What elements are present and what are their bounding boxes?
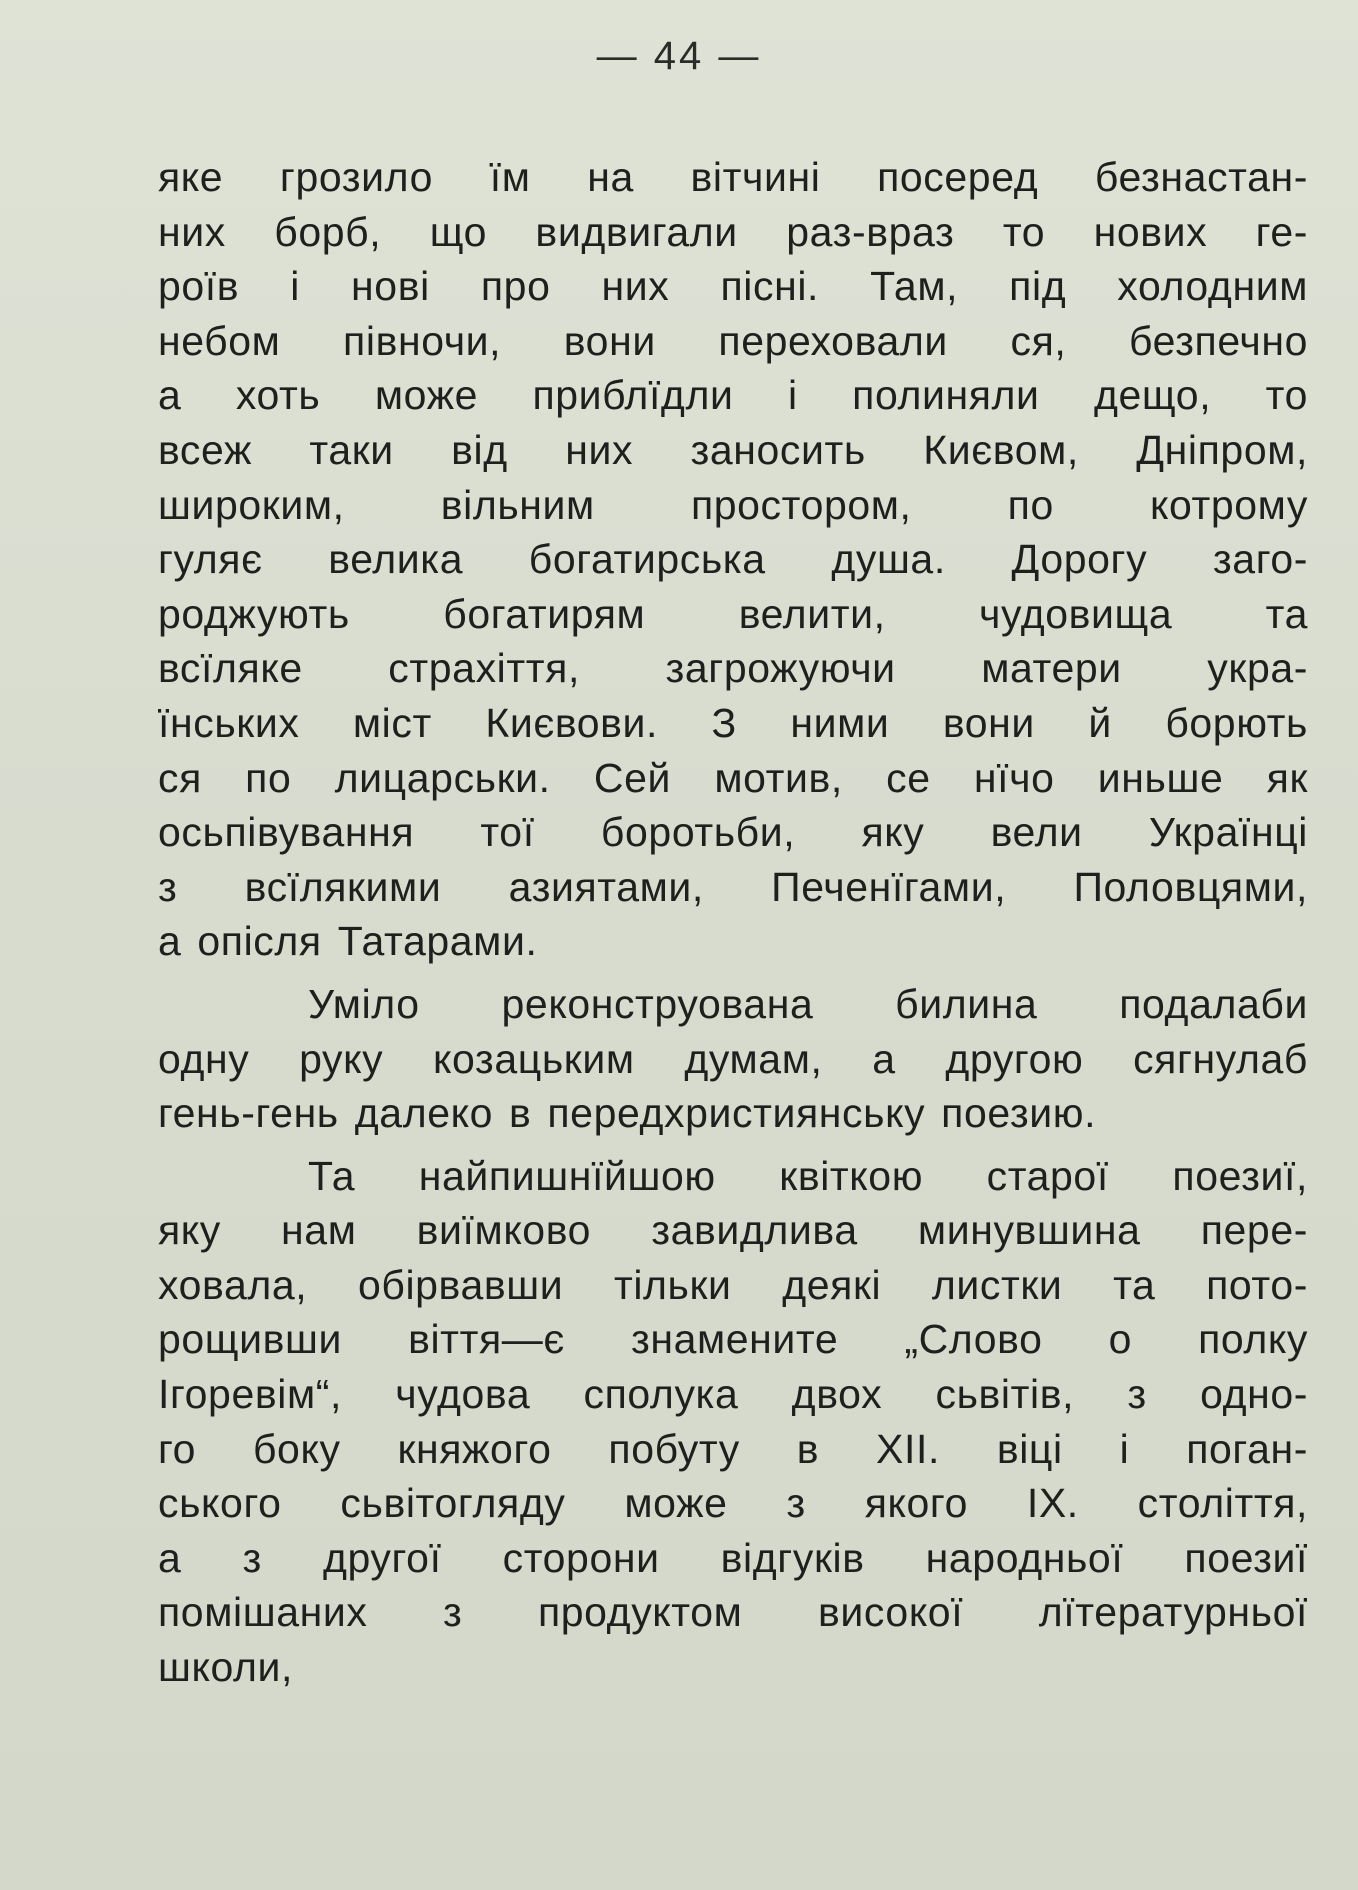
text-line: школи, [158,1644,294,1691]
text-line: з всїлякими азиятами, Печенїгами, Половцями, [158,863,1308,910]
paragraph-2 [158,977,1308,1141]
text-line: роїв і нові про них пісні. Там, під холодним [158,263,1308,310]
text-line: всїляке страхіття, загрожуючи матери укра- [158,645,1308,692]
text-line: небом півночи, вони переховали ся, безпечно [158,317,1308,364]
text-line: гень-гень далеко в передхристиянську поезию. [158,1090,1097,1137]
page-number: — 44 — [596,34,762,78]
text-line: ся по лицарськи. Сей мотив, се нїчо иньше як [158,754,1308,801]
text-line: ського сьвітогляду може з якого IX. століття, [158,1480,1308,1527]
text-line: рощивши віття—є знамените „Слово о полку [158,1316,1308,1363]
text-line: ховала, обірвавши тільки деякі листки та пото- [158,1261,1308,1308]
text-line: осьпівування тої боротьби, яку вели Українці [158,809,1308,856]
text-line: роджують богатирям велити, чудовища та [158,590,1308,637]
text-line: Ігоревім“, чудова сполука двох сьвітів, з одно- [158,1371,1308,1418]
text-line: їнських міст Києвови. З ними вони й борють [158,699,1308,746]
text-line: яке грозило їм на вітчині посеред безнастан- [158,154,1308,200]
paragraph-3 [158,1149,1308,1695]
text-line: одну руку козацьким думам, а другою сягнулаб [158,1035,1308,1082]
text-line: широким, вільним простором, по котрому [158,481,1308,528]
text-line: гуляє велика богатирська душа. Дорогу заго- [158,536,1308,583]
text-line: Уміло реконструована билина подалаби [308,980,1308,1027]
text-line: а з другої сторони відгуків народньої поезиї [158,1534,1308,1581]
text-line: го боку княжого побуту в XII. віці і поган- [158,1425,1308,1472]
body-text [158,150,1308,1695]
text-line: яку нам виїмково завидлива минувшина пере- [158,1207,1308,1254]
text-line: Та найпишнїйшою квіткою старої поезиї, [308,1152,1308,1199]
paragraph-1 [158,150,1308,969]
text-line: них борб, що видвигали раз-враз то нових ге- [158,208,1308,255]
text-line: помішаних з продуктом високої лїтературньої [158,1589,1308,1636]
text-line: а опісля Татарами. [158,918,538,965]
text-line: всеж таки від них заносить Києвом, Дніпром, [158,426,1308,473]
text-line: а хоть може приблїдли і полиняли дещо, то [158,372,1308,419]
